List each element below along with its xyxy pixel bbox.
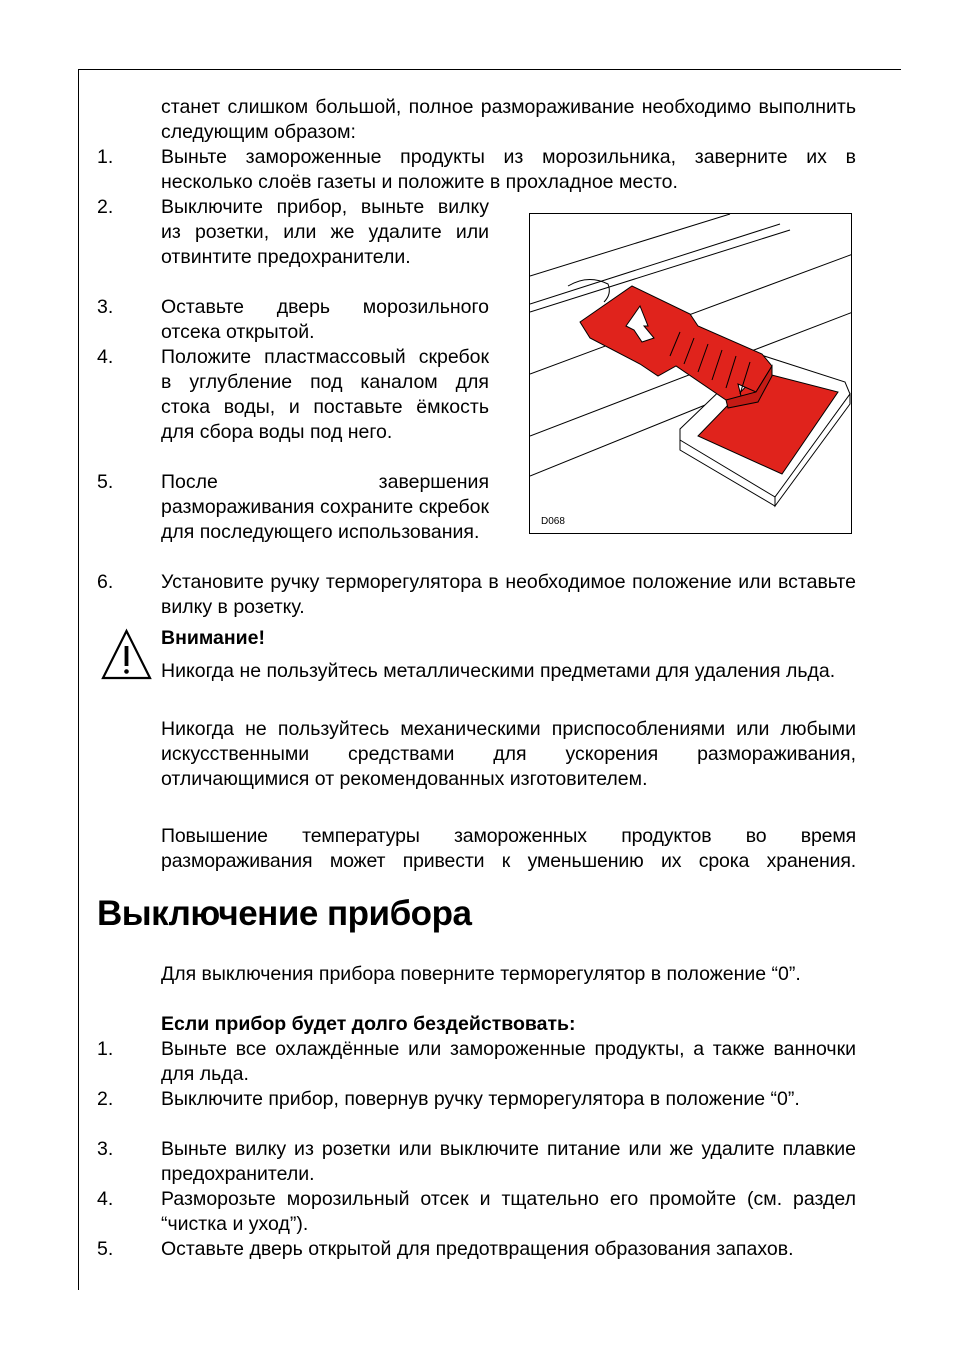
defrost-step-5-number: 5. <box>97 471 114 493</box>
defrost-step-3-number: 3. <box>97 296 114 318</box>
defrost-step-6-text: Установите ручку терморегулятора в необходимое положение или вставьте вилку в розетку. <box>161 571 856 618</box>
defrost-scraper-illustration <box>529 213 852 534</box>
defrost-intro: станет слишком большой, полное размораживание необходимо выполнить следующим образом: <box>161 96 856 143</box>
warning-paragraph-3: Повышение температуры замороженных продуктов во время размораживания может привести к уменьшению их срока хранения. <box>161 825 856 872</box>
defrost-step-4-text: Положите пластмассовый скребок в углубление под каналом для стока воды, и поставьте ёмкость для сбора воды под него. <box>161 346 489 443</box>
shutdown-step-2-text: Выключите прибор, повернув ручку терморегулятора в положение “0”. <box>161 1088 800 1110</box>
section-heading: Выключение прибора <box>97 894 472 933</box>
warning-title: Внимание! <box>161 627 265 649</box>
defrost-step-4-number: 4. <box>97 346 114 368</box>
defrost-step-3-text: Оставьте дверь морозильного отсека открытой. <box>161 296 489 343</box>
warning-paragraph-1: Никогда не пользуйтесь металлическими предметами для удаления льда. <box>161 660 836 682</box>
scraper-drawing <box>530 214 852 534</box>
defrost-step-2-text: Выключите прибор, выньте вилку из розетки, или же удалите или отвинтите предохранители. <box>161 196 489 268</box>
defrost-step-2-number: 2. <box>97 196 114 218</box>
shutdown-step-2-number: 2. <box>97 1088 114 1110</box>
shutdown-intro: Для выключения прибора поверните терморегулятор в положение “0”. <box>161 963 801 985</box>
defrost-step-6-number: 6. <box>97 571 114 593</box>
shutdown-step-5-number: 5. <box>97 1238 114 1260</box>
warning-triangle-icon <box>100 628 153 682</box>
warning-paragraph-2: Никогда не пользуйтесь механическими приспособлениями или любыми искусственными средствами для ускорения размораживания, отличающимися от рекомендованных изготовителем. <box>161 718 856 790</box>
figure-label: D068 <box>541 516 565 527</box>
shutdown-step-1-number: 1. <box>97 1038 114 1060</box>
shutdown-step-4-text: Разморозьте морозильный отсек и тщательно его промойте (см. раздел “чистка и уход”). <box>161 1188 856 1235</box>
shutdown-step-5-text: Оставьте дверь открытой для предотвращения образования запахов. <box>161 1238 794 1260</box>
shutdown-step-3-text: Выньте вилку из розетки или выключите питание или же удалите плавкие предохранители. <box>161 1138 856 1185</box>
defrost-step-5-text: После завершения размораживания сохраните скребок для последующего использования. <box>161 471 489 543</box>
defrost-step-1-text: Выньте замороженные продукты из морозильника, заверните их в несколько слоёв газеты и положите в прохладное место. <box>161 146 856 193</box>
page-border-left <box>78 69 79 1290</box>
shutdown-step-1-text: Выньте все охлаждённые или замороженные продукты, а также ванночки для льда. <box>161 1038 856 1085</box>
defrost-step-1-number: 1. <box>97 146 114 168</box>
shutdown-step-4-number: 4. <box>97 1188 114 1210</box>
shutdown-step-3-number: 3. <box>97 1138 114 1160</box>
shutdown-subheading: Если прибор будет долго бездействовать: <box>161 1013 576 1035</box>
page-border-top <box>78 69 901 70</box>
